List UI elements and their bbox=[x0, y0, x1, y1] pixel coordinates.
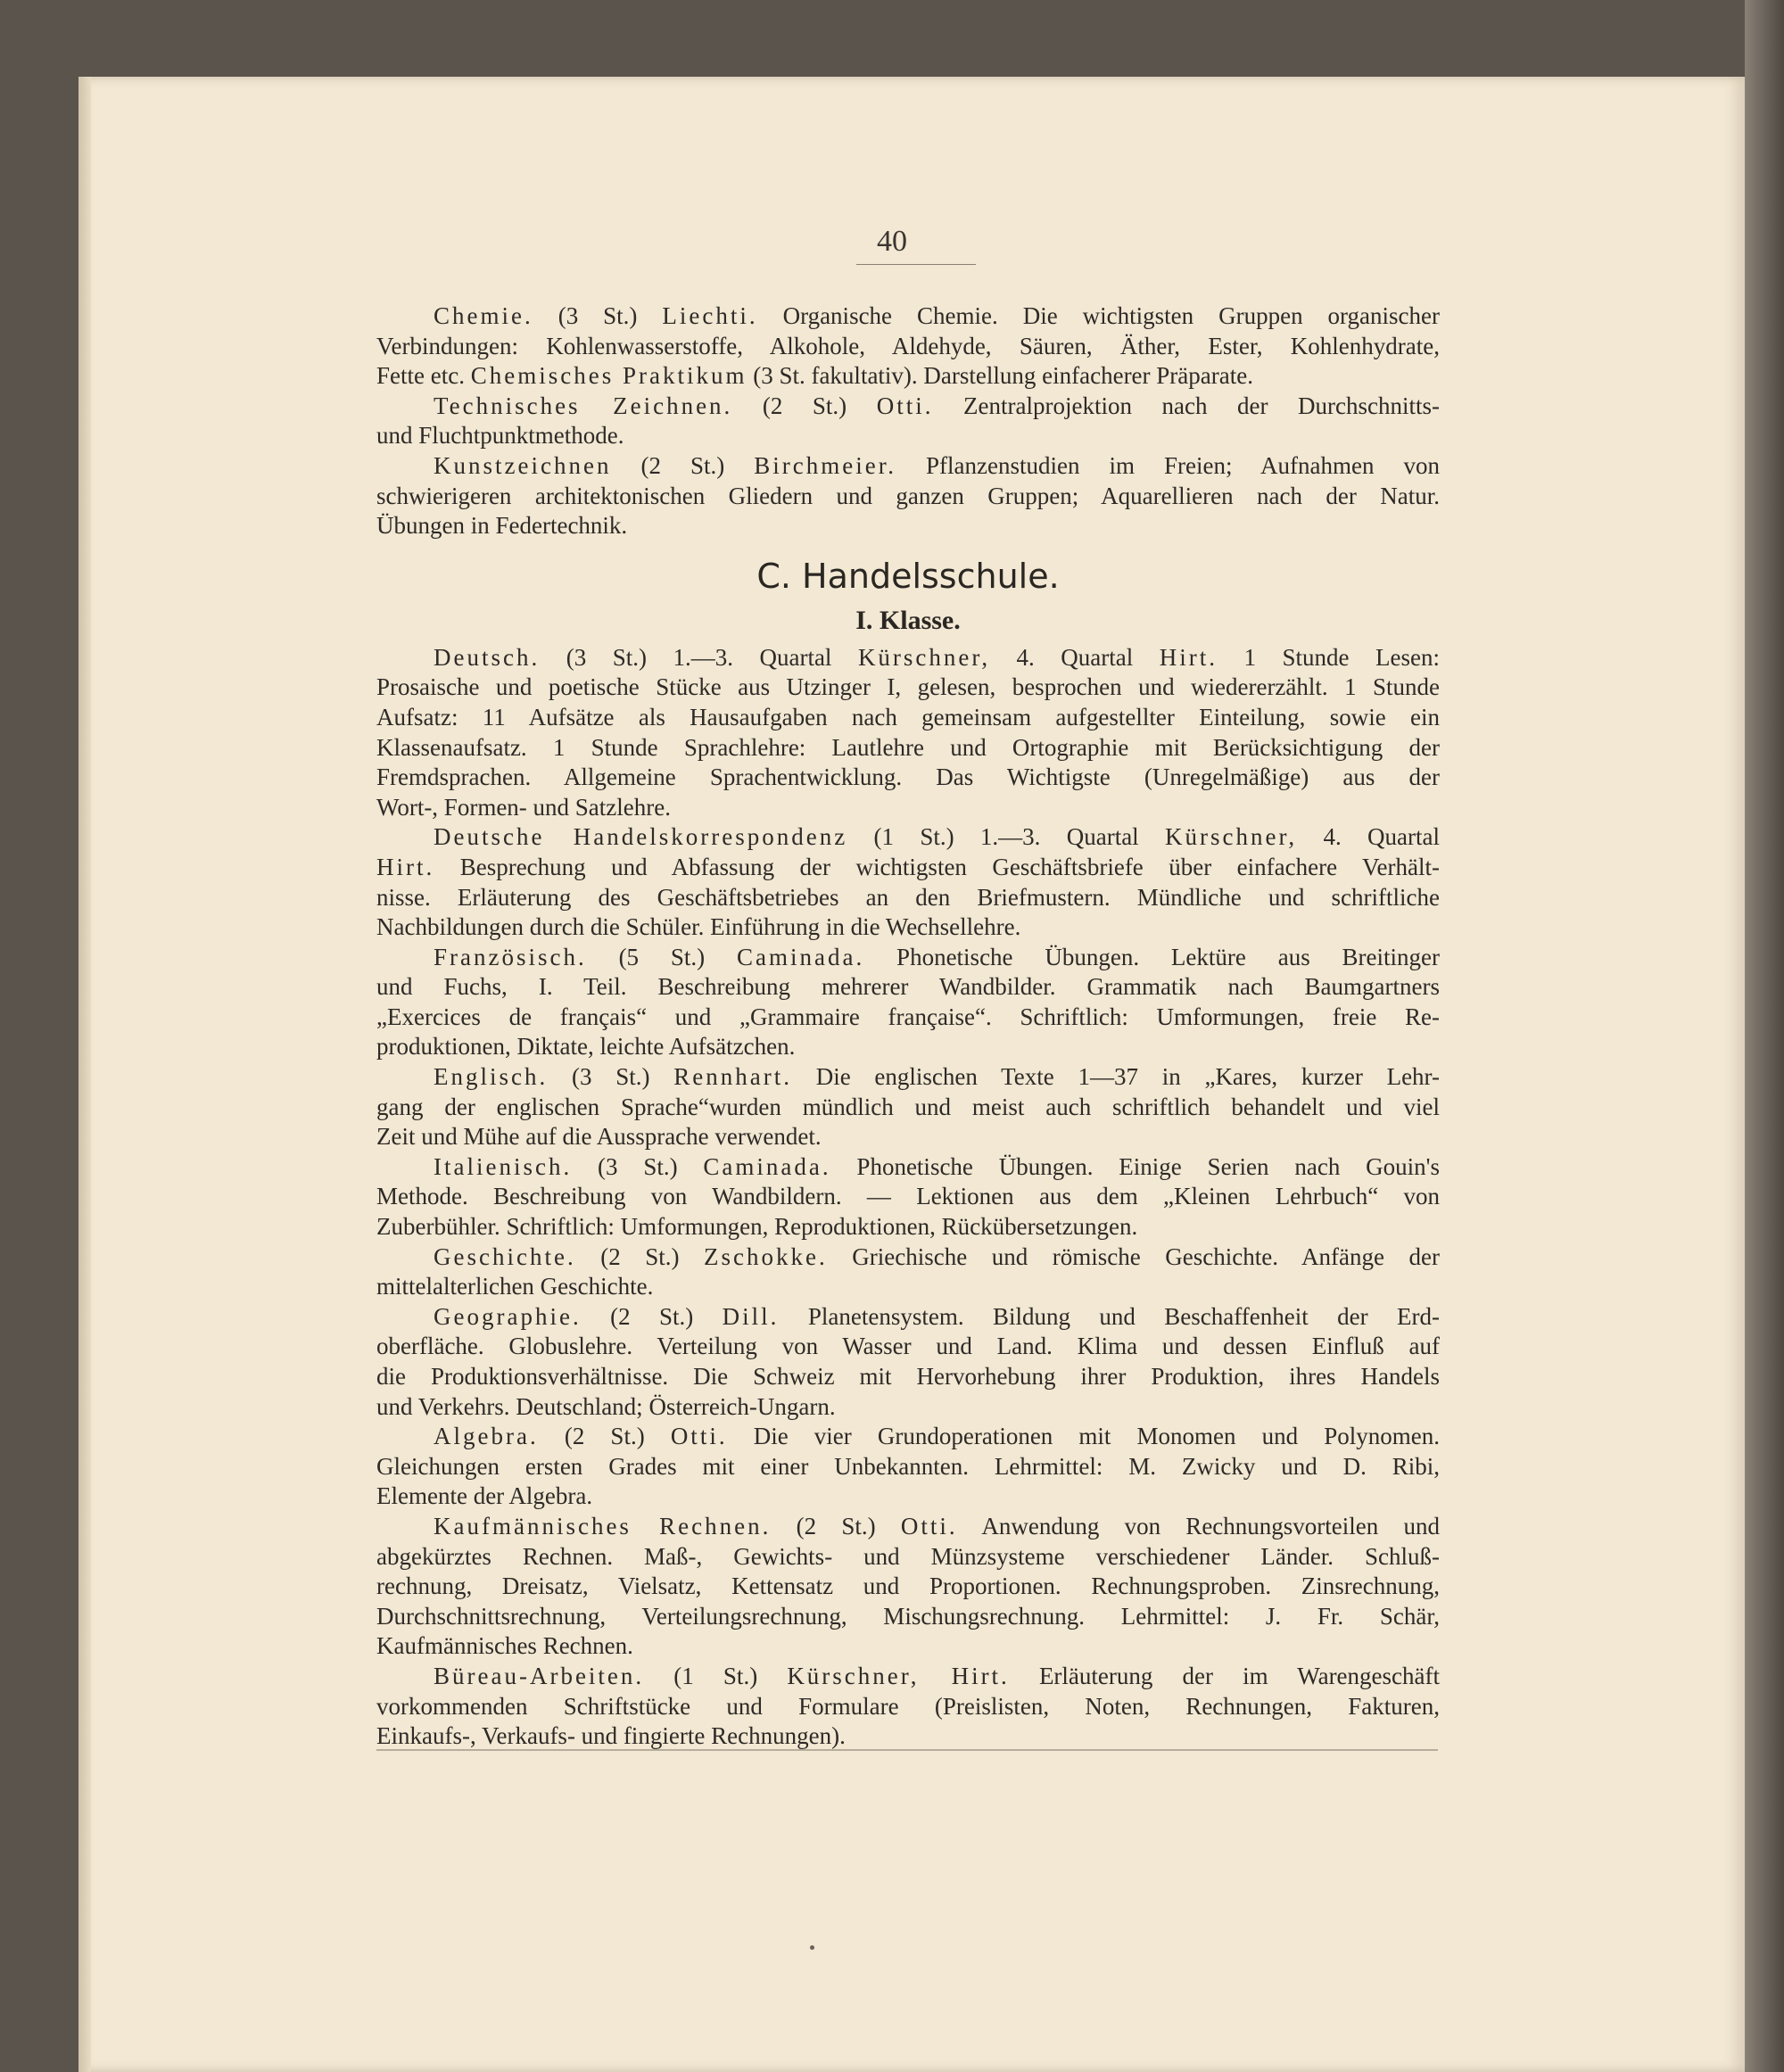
spaced-emphasis: Geschichte. bbox=[434, 1242, 576, 1270]
text-run: (1 St.) 1.—3. Quartal bbox=[847, 823, 1166, 851]
spaced-emphasis: Italienisch. bbox=[434, 1152, 573, 1180]
text-run: Die englischen Texte 1—37 in „Kares, kurzer Lehr- bbox=[791, 1063, 1441, 1091]
paragraph bbox=[376, 643, 1440, 823]
paragraph bbox=[376, 392, 1440, 451]
text-run: Fremdsprachen. Allgemeine Sprachentwicklung. Das Wichtigste (Unregelmäßige) aus der bbox=[376, 764, 1440, 791]
text-run: (3 St.) bbox=[548, 1063, 674, 1091]
bottom-rule bbox=[376, 1749, 1438, 1751]
text-line bbox=[376, 822, 1440, 853]
text-run: mittelalterlichen Geschichte. bbox=[376, 1273, 654, 1300]
text-line bbox=[376, 1482, 1440, 1512]
text-line bbox=[376, 451, 1440, 482]
text-run: Klassenaufsatz. 1 Stunde Sprachlehre: Lautlehre und Ortographie mit Berücksichtigung der bbox=[376, 733, 1440, 761]
paragraph bbox=[376, 1512, 1440, 1662]
spaced-emphasis: Kürschner, bbox=[1165, 823, 1298, 851]
text-run: und Fluchtpunktmethode. bbox=[376, 422, 624, 450]
text-line bbox=[376, 392, 1440, 422]
text-line bbox=[376, 793, 1440, 823]
paragraph bbox=[376, 451, 1440, 541]
spaced-emphasis: Kaufmännisches Rechnen. bbox=[434, 1512, 772, 1540]
text-line bbox=[376, 1572, 1440, 1602]
text-run: Elemente der Algebra. bbox=[376, 1482, 593, 1510]
text-line bbox=[376, 763, 1440, 793]
text-line bbox=[376, 1212, 1440, 1242]
spaced-emphasis: Chemisches Praktikum bbox=[470, 362, 747, 390]
spaced-emphasis: Hirt. bbox=[1159, 643, 1218, 671]
text-run: Kaufmännisches Rechnen. bbox=[376, 1632, 633, 1660]
text-run: (1 St.) bbox=[644, 1662, 788, 1689]
text-run: (2 St.) bbox=[611, 451, 755, 479]
spaced-emphasis: Büreau-Arbeiten. bbox=[434, 1662, 645, 1689]
text-run: (2 St.) bbox=[575, 1242, 705, 1270]
text-line bbox=[376, 703, 1440, 733]
paragraph bbox=[376, 1152, 1440, 1242]
text-run: Erläuterung der im Warengeschäft bbox=[1009, 1662, 1440, 1689]
text-line bbox=[376, 733, 1440, 764]
spaced-emphasis: Otti. bbox=[670, 1423, 728, 1450]
text-run: Zentralprojektion nach der Durchschnitts- bbox=[933, 392, 1440, 419]
text-line bbox=[376, 1542, 1440, 1573]
text-run: 4. Quartal bbox=[1297, 823, 1440, 851]
text-run: Zeit und Mühe auf die Aussprache verwendet. bbox=[376, 1123, 822, 1151]
text-line bbox=[376, 853, 1440, 883]
text-run: Anwendung von Rechnungsvorteilen und bbox=[957, 1512, 1440, 1540]
text-run: produktionen, Diktate, leichte Aufsätzchen. bbox=[376, 1033, 796, 1061]
text-run: Phonetische Übungen. Lektüre aus Breitinger bbox=[864, 943, 1441, 970]
paragraph bbox=[376, 1662, 1440, 1752]
text-run: oberfläche. Globuslehre. Verteilung von Wasser und Land. Klima und dessen Einfluß auf bbox=[376, 1333, 1440, 1360]
text-run: (2 St.) bbox=[771, 1512, 901, 1540]
spaced-emphasis: Caminada. bbox=[737, 943, 865, 970]
section-heading: C. Handelsschule. bbox=[756, 556, 1060, 596]
text-run: 1 Stunde Lesen: bbox=[1218, 643, 1440, 671]
text-run: nisse. Erläuterung des Geschäftsbetriebes an den Briefmustern. Mündliche und schriftliche bbox=[376, 883, 1440, 911]
text-line bbox=[376, 883, 1440, 913]
text-line bbox=[376, 1422, 1440, 1452]
class-heading: I. Klasse. bbox=[855, 605, 961, 635]
text-run: (2 St.) bbox=[732, 392, 877, 419]
text-run: Verbindungen: Kohlenwasserstoffe, Alkohole, Aldehyde, Säuren, Äther, Ester, Kohlenhydrate, bbox=[376, 332, 1440, 359]
text-line bbox=[376, 1362, 1440, 1392]
text-run: Organische Chemie. Die wichtigsten Gruppen organischer bbox=[757, 302, 1440, 329]
spaced-emphasis: Kunstzeichnen bbox=[434, 451, 612, 479]
text-run: und Fuchs, I. Teil. Beschreibung mehrerer Wandbilder. Grammatik nach Baumgartners bbox=[376, 973, 1440, 1001]
paragraph bbox=[376, 1422, 1440, 1512]
text-line bbox=[376, 1242, 1440, 1273]
spaced-emphasis: Chemie. bbox=[434, 302, 533, 329]
text-run: Die vier Grundoperationen mit Monomen und Polynomen. bbox=[727, 1423, 1441, 1450]
text-line bbox=[376, 332, 1440, 362]
spaced-emphasis: Otti. bbox=[900, 1512, 958, 1540]
text-run: „Exercices de français“ und „Grammaire française“. Schriftlich: Umformungen, freie Re- bbox=[376, 1003, 1440, 1030]
text-run: abgekürztes Rechnen. Maß-, Gewichts- und Münzsysteme verschiedener Länder. Schluß- bbox=[376, 1542, 1440, 1570]
paragraph bbox=[376, 301, 1440, 392]
text-line bbox=[376, 1272, 1440, 1302]
text-line bbox=[376, 1602, 1440, 1632]
text-run: (5 St.) bbox=[586, 943, 737, 970]
text-line bbox=[376, 1152, 1440, 1183]
page-number: 40 bbox=[877, 225, 907, 258]
text-run: Fette etc. bbox=[376, 362, 471, 390]
text-run: Wort-, Formen- und Satzlehre. bbox=[376, 793, 671, 821]
spaced-emphasis: Hirt. bbox=[376, 853, 435, 880]
text-run: Zuberbühler. Schriftlich: Umformungen, Reproduktionen, Rückübersetzungen. bbox=[376, 1213, 1138, 1241]
spaced-emphasis: Zschokke. bbox=[704, 1242, 828, 1270]
text-run: Durchschnittsrechnung, Verteilungsrechnung, Mischungsrechnung. Lehrmittel: J. Fr. Schär, bbox=[376, 1602, 1440, 1630]
text-line bbox=[376, 1692, 1440, 1722]
spaced-emphasis: Kürschner, bbox=[857, 643, 991, 671]
text-run: rechnung, Dreisatz, Vielsatz, Kettensatz und Proportionen. Rechnungsproben. Zinsrechnung, bbox=[376, 1573, 1440, 1600]
text-run: (3 St.) 1.—3. Quartal bbox=[540, 643, 858, 671]
text-line bbox=[376, 643, 1440, 673]
text-run: (2 St.) bbox=[538, 1423, 671, 1450]
paragraph bbox=[376, 1062, 1440, 1152]
text-run: Griechische und römische Geschichte. Anfänge der bbox=[827, 1242, 1440, 1270]
text-line bbox=[376, 361, 1440, 392]
text-line bbox=[376, 1452, 1440, 1482]
text-run: vorkommenden Schriftstücke und Formulare (Preislisten, Noten, Rechnungen, Fakturen, bbox=[376, 1692, 1440, 1720]
spaced-emphasis: Otti. bbox=[876, 392, 934, 419]
text-line bbox=[376, 1003, 1440, 1033]
page-content bbox=[376, 301, 1440, 1752]
text-run: Einkaufs-, Verkaufs- und fingierte Rechnungen). bbox=[376, 1722, 846, 1750]
spaced-emphasis: Geographie. bbox=[434, 1302, 582, 1330]
spaced-emphasis: Algebra. bbox=[434, 1423, 539, 1450]
text-run: Prosaische und poetische Stücke aus Utzinger I, gelesen, besprochen und wiedererzählt. 1 Stunde bbox=[376, 673, 1440, 701]
text-run: schwierigeren architektonischen Gliedern und ganzen Gruppen; Aquarellieren nach der Natur. bbox=[376, 482, 1440, 509]
spaced-emphasis: Liechti. bbox=[662, 302, 758, 329]
text-line bbox=[376, 1512, 1440, 1542]
text-line bbox=[376, 511, 1440, 541]
text-run: Gleichungen ersten Grades mit einer Unbekannten. Lehrmittel: M. Zwicky und D. Ribi, bbox=[376, 1452, 1440, 1480]
text-line bbox=[376, 1062, 1440, 1093]
text-line bbox=[376, 1721, 1440, 1752]
specks bbox=[810, 1945, 814, 1950]
text-line bbox=[376, 1662, 1440, 1692]
spaced-emphasis: Caminada. bbox=[703, 1152, 831, 1180]
text-run: (3 St.) bbox=[533, 302, 663, 329]
paragraph bbox=[376, 822, 1440, 942]
text-run: Nachbildungen durch die Schüler. Einführung in die Wechsellehre. bbox=[376, 913, 1021, 941]
page-edge bbox=[78, 77, 91, 2072]
text-line bbox=[376, 1122, 1440, 1152]
text-line bbox=[376, 1392, 1440, 1423]
text-run: (2 St.) bbox=[581, 1302, 723, 1330]
text-run: und Verkehrs. Deutschland; Österreich-Ungarn. bbox=[376, 1392, 836, 1420]
text-line bbox=[376, 301, 1440, 332]
book-spine-shadow bbox=[1745, 0, 1784, 2072]
text-run: (3 St.) bbox=[572, 1152, 704, 1180]
text-line bbox=[376, 1182, 1440, 1212]
text-run: die Produktionsverhältnisse. Die Schweiz mit Hervorhebung ihrer Produktion, ihres Handels bbox=[376, 1363, 1440, 1390]
paragraph bbox=[376, 943, 1440, 1062]
text-run: Planetensystem. Bildung und Beschaffenheit der Erd- bbox=[779, 1302, 1440, 1330]
text-line bbox=[376, 912, 1440, 943]
paragraph bbox=[376, 1242, 1440, 1302]
spaced-emphasis: Französisch. bbox=[434, 943, 587, 970]
text-run: Besprechung und Abfassung der wichtigsten Geschäftsbriefe über einfachere Verhält- bbox=[434, 853, 1440, 880]
spaced-emphasis: Dill. bbox=[722, 1302, 780, 1330]
text-run: Übungen in Federtechnik. bbox=[376, 512, 628, 540]
page-number-rule bbox=[856, 264, 976, 265]
text-run: 4. Quartal bbox=[990, 643, 1160, 671]
subjects-section bbox=[376, 643, 1440, 1752]
text-line bbox=[376, 1093, 1440, 1123]
paragraph bbox=[376, 1302, 1440, 1422]
spaced-emphasis: Rennhart. bbox=[673, 1063, 792, 1091]
text-line bbox=[376, 943, 1440, 973]
text-line bbox=[376, 421, 1440, 451]
text-line bbox=[376, 1332, 1440, 1362]
spaced-emphasis: Deutsch. bbox=[434, 643, 541, 671]
spaced-emphasis: Deutsche Handelskorrespondenz bbox=[434, 823, 848, 851]
intro-section bbox=[376, 301, 1440, 541]
text-run: Aufsatz: 11 Aufsätze als Hausaufgaben nach gemeinsam aufgestellter Einteilung, sowie ein bbox=[376, 703, 1440, 731]
spaced-emphasis: Kürschner, Hirt. bbox=[787, 1662, 1010, 1689]
text-run: Phonetische Übungen. Einige Serien nach Gouin's bbox=[830, 1152, 1440, 1180]
text-line bbox=[376, 1631, 1440, 1662]
text-line bbox=[376, 972, 1440, 1003]
text-run: Methode. Beschreibung von Wandbildern. — Lektionen aus dem „Kleinen Lehrbuch“ von bbox=[376, 1183, 1440, 1210]
text-line bbox=[376, 673, 1440, 703]
text-run: (3 St. fakultativ). Darstellung einfacherer Präparate. bbox=[747, 362, 1253, 390]
spaced-emphasis: Englisch. bbox=[434, 1063, 549, 1091]
text-line bbox=[376, 482, 1440, 512]
spaced-emphasis: Birchmeier. bbox=[754, 451, 896, 479]
text-run: gang der englischen Sprache“wurden mündlich und meist auch schriftlich behandelt und viel bbox=[376, 1093, 1440, 1120]
text-run: Pflanzenstudien im Freien; Aufnahmen von bbox=[896, 451, 1441, 479]
text-line bbox=[376, 1302, 1440, 1333]
spaced-emphasis: Technisches Zeichnen. bbox=[434, 392, 733, 419]
text-line bbox=[376, 1032, 1440, 1062]
